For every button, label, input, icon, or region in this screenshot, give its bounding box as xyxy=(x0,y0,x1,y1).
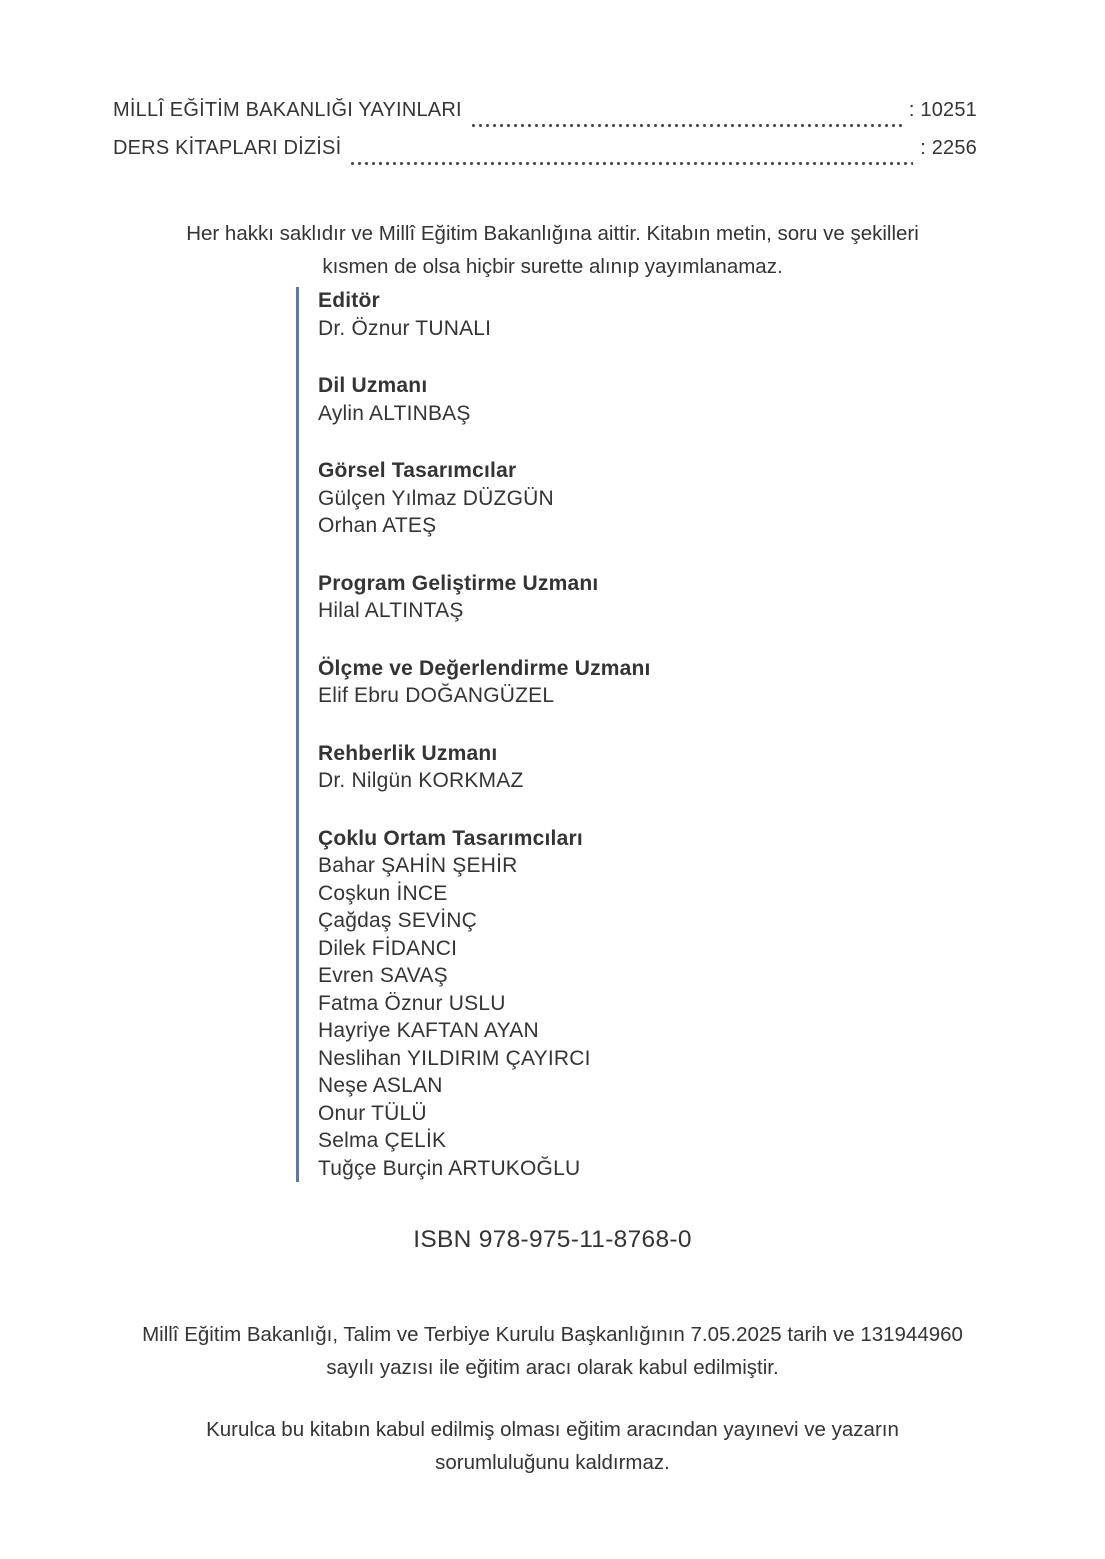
credit-person-name: Neslihan YILDIRIM ÇAYIRCI xyxy=(318,1046,591,1070)
credit-person-name: Onur TÜLÜ xyxy=(318,1101,427,1125)
dot-leader xyxy=(349,137,913,175)
credit-section xyxy=(318,825,651,1183)
credit-person-name: Dilek FİDANCI xyxy=(318,936,458,960)
credit-person-name: Selma ÇELİK xyxy=(318,1129,447,1152)
credit-person-name: Tuğçe Burçin ARTUKOĞLU xyxy=(318,1156,581,1180)
credit-role-title: Dil Uzmanı xyxy=(318,374,428,397)
publication-label: MİLLÎ EĞİTİM BAKANLIĞI YAYINLARI xyxy=(113,99,462,121)
credit-role-title: Rehberlik Uzmanı xyxy=(318,741,498,765)
credit-person-name: Neşe ASLAN xyxy=(318,1074,443,1097)
credit-role-title: Çoklu Ortam Tasarımcıları xyxy=(318,826,583,850)
credit-section xyxy=(318,655,651,710)
credit-section xyxy=(318,457,651,540)
credit-person-name: Evren SAVAŞ xyxy=(318,964,448,987)
publication-row xyxy=(113,137,977,175)
credit-person-name: Elif Ebru DOĞANGÜZEL xyxy=(318,684,555,707)
credit-role-title: Ölçme ve Değerlendirme Uzmanı xyxy=(318,656,651,680)
credit-person-name: Gülçen Yılmaz DÜZGÜN xyxy=(318,486,554,510)
dot-leader xyxy=(470,99,902,137)
credit-section xyxy=(318,570,651,625)
credit-person-name: Dr. Öznur TUNALI xyxy=(318,316,492,340)
publication-number: : 2256 xyxy=(920,137,977,159)
credit-person-name: Çağdaş SEVİNÇ xyxy=(318,909,478,932)
credit-person-name: Coşkun İNCE xyxy=(318,881,448,905)
credit-role-title: Editör xyxy=(318,289,380,312)
publication-rows xyxy=(113,99,977,175)
credit-section xyxy=(318,372,651,427)
credit-person-name: Bahar ŞAHİN ŞEHİR xyxy=(318,854,518,877)
disclaimer-notice: Kurulca bu kitabın kabul edilmiş olması eğitim aracından yayınevi ve yazarın sorumluluğunu kaldırmaz. xyxy=(206,1417,899,1474)
publication-number: : 10251 xyxy=(908,99,977,121)
credit-role-title: Program Geliştirme Uzmanı xyxy=(318,571,599,595)
credit-person-name: Fatma Öznur USLU xyxy=(318,991,506,1015)
credit-person-name: Dr. Nilgün KORKMAZ xyxy=(318,769,524,792)
credit-person-name: Orhan ATEŞ xyxy=(318,514,437,537)
credit-role-title: Görsel Tasarımcılar xyxy=(318,459,517,482)
credit-person-name: Hayriye KAFTAN AYAN xyxy=(318,1019,539,1042)
copyright-notice: Her hakkı saklıdır ve Millî Eğitim Bakanlığına aittir. Kitabın metin, soru ve şekilleri kısmen de olsa hiçbir surette alınıp yayımlanamaz. xyxy=(186,221,919,278)
credit-section xyxy=(318,740,651,795)
credit-person-name: Aylin ALTINBAŞ xyxy=(318,401,471,425)
publication-label: DERS KİTAPLARI DİZİSİ xyxy=(113,137,342,159)
isbn-number: ISBN 978-975-11-8768-0 xyxy=(413,1226,692,1253)
credit-person-name: Hilal ALTINTAŞ xyxy=(318,599,464,622)
approval-notice: Millî Eğitim Bakanlığı, Talim ve Terbiye Kurulu Başkanlığının 7.05.2025 tarih ve 131944960 sayılı yazısı ile eğitim aracı olarak kabul edilmiştir. xyxy=(142,1322,963,1379)
credits-block xyxy=(296,287,651,1182)
credit-section xyxy=(318,287,651,342)
publication-row xyxy=(113,99,977,137)
